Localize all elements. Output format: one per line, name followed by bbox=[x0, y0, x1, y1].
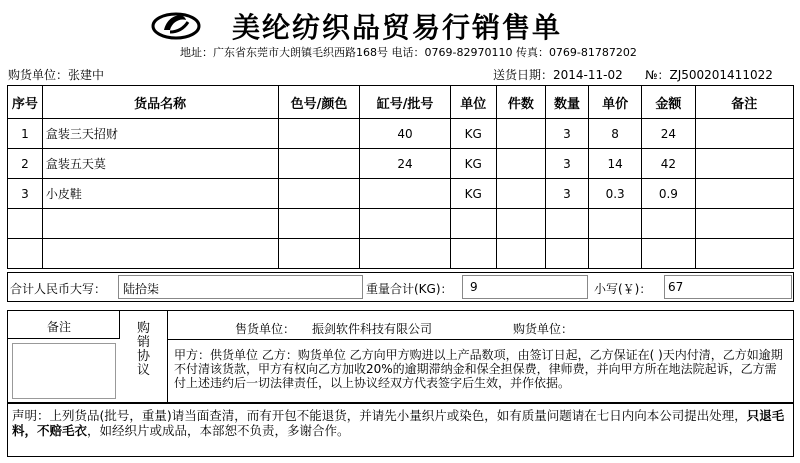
cell-remark[interactable] bbox=[695, 149, 793, 179]
table-row[interactable] bbox=[8, 119, 794, 149]
cell-name[interactable] bbox=[42, 209, 278, 239]
notice-bold: 只退毛料，不赔毛衣 bbox=[12, 408, 785, 438]
cell-price[interactable]: 8 bbox=[588, 119, 641, 149]
cell-unit[interactable] bbox=[450, 239, 496, 269]
remark-label: 备注 bbox=[47, 320, 72, 334]
header-qty: 数量 bbox=[545, 86, 588, 119]
cell-name[interactable] bbox=[42, 239, 278, 269]
cell-amount[interactable] bbox=[642, 209, 695, 239]
total-cn-label: 合计人民币大写： bbox=[10, 282, 107, 296]
cell-qty[interactable] bbox=[545, 239, 588, 269]
divider bbox=[168, 339, 794, 340]
cell-unit[interactable] bbox=[450, 209, 496, 239]
cell-no[interactable]: 2 bbox=[8, 149, 43, 179]
cell-batch[interactable] bbox=[360, 209, 450, 239]
cell-no[interactable]: 3 bbox=[8, 179, 43, 209]
cell-name[interactable]: 盒装三天招财 bbox=[42, 119, 278, 149]
table-header-row bbox=[8, 86, 794, 119]
cell-pieces[interactable] bbox=[496, 209, 545, 239]
notice-text bbox=[12, 408, 788, 438]
header-remark: 备注 bbox=[695, 86, 793, 119]
table-row[interactable] bbox=[8, 239, 794, 269]
small-amount-label: 小写(￥)： bbox=[594, 282, 652, 296]
cell-name[interactable]: 盒装五天莫 bbox=[42, 149, 278, 179]
header-pieces: 件数 bbox=[496, 86, 545, 119]
cell-remark[interactable] bbox=[695, 179, 793, 209]
delivery-date: 送货日期：2014-11-02 bbox=[493, 68, 623, 82]
weight-value: 9 bbox=[470, 280, 478, 294]
buyer-info: 购货单位：张建中 bbox=[8, 68, 105, 82]
small-amount-value: 67 bbox=[668, 280, 684, 294]
cell-amount[interactable]: 0.9 bbox=[642, 179, 695, 209]
agreement-vertical-label: 购销协议 bbox=[137, 321, 151, 378]
cell-batch[interactable] bbox=[360, 179, 450, 209]
agreement-text: 甲方：供货单位 乙方：购货单位 乙方向甲方购进以上产品数项，由签订日起，乙方保证在( )天内付清，乙方如逾期不付清该货款，甲方有权向乙方加收20%的逾期滞纳金和保全担保费，律师费，并向甲方所在地法院起诉，乙方需付上述违约后一切法律责任，以上协议经双方代表签字后生效，并作依据。 bbox=[174, 348, 783, 390]
cell-qty[interactable]: 3 bbox=[545, 149, 588, 179]
order-number: №：ZJ500201411022 bbox=[645, 68, 773, 82]
weight-field[interactable] bbox=[462, 275, 588, 299]
cell-unit[interactable]: KG bbox=[450, 149, 496, 179]
cell-color[interactable] bbox=[278, 179, 360, 209]
cell-remark[interactable] bbox=[695, 119, 793, 149]
header-no: 序号 bbox=[8, 86, 43, 119]
cell-pieces[interactable] bbox=[496, 239, 545, 269]
seller-value: 振剑软件科技有限公司 bbox=[312, 322, 433, 336]
header-color: 色号/颜色 bbox=[278, 86, 360, 119]
table-row[interactable] bbox=[8, 179, 794, 209]
notice-suffix: ，如经织片或成品，本部恕不负责，多谢合作。 bbox=[87, 423, 350, 438]
header-amount: 金额 bbox=[642, 86, 695, 119]
cell-price[interactable]: 14 bbox=[588, 149, 641, 179]
stamp-trace bbox=[670, 0, 790, 4]
cell-amount[interactable]: 24 bbox=[642, 119, 695, 149]
cell-no[interactable]: 1 bbox=[8, 119, 43, 149]
sales-table bbox=[7, 85, 794, 269]
cell-unit[interactable]: KG bbox=[450, 179, 496, 209]
cell-pieces[interactable] bbox=[496, 179, 545, 209]
cell-color[interactable] bbox=[278, 239, 360, 269]
cell-remark[interactable] bbox=[695, 209, 793, 239]
cell-amount[interactable]: 42 bbox=[642, 149, 695, 179]
cell-color[interactable] bbox=[278, 119, 360, 149]
cell-color[interactable] bbox=[278, 149, 360, 179]
cell-batch[interactable]: 24 bbox=[360, 149, 450, 179]
cell-qty[interactable]: 3 bbox=[545, 119, 588, 149]
cell-qty[interactable] bbox=[545, 209, 588, 239]
table-row[interactable] bbox=[8, 209, 794, 239]
cell-pieces[interactable] bbox=[496, 119, 545, 149]
cell-unit[interactable]: KG bbox=[450, 119, 496, 149]
total-cn-value: 陆拾柒 bbox=[123, 282, 160, 296]
company-logo-icon bbox=[150, 8, 202, 42]
address-line: 地址：广东省东莞市大朗镇毛织西路168号 电话：0769-82970110 传真：0769-81787202 bbox=[180, 46, 637, 59]
cell-color[interactable] bbox=[278, 209, 360, 239]
cell-price[interactable]: 0.3 bbox=[588, 179, 641, 209]
company-title: 美纶纺织品贸易行销售单 bbox=[232, 11, 563, 44]
weight-label: 重量合计(KG)： bbox=[366, 282, 453, 296]
seller-label: 售货单位： bbox=[235, 322, 296, 336]
buyer-sign-label: 购货单位： bbox=[513, 322, 574, 336]
cell-amount[interactable] bbox=[642, 239, 695, 269]
header-batch: 缸号/批号 bbox=[360, 86, 450, 119]
cell-batch[interactable] bbox=[360, 239, 450, 269]
header-unit: 单位 bbox=[450, 86, 496, 119]
cell-no[interactable] bbox=[8, 239, 43, 269]
header-price: 单价 bbox=[588, 86, 641, 119]
header-name: 货品名称 bbox=[42, 86, 278, 119]
notice-prefix: 声明：上列货品(批号，重量)请当面查清，而有开包不能退货，并请先小量织片或染色，如有质量问题请在七日内向本公司提出处理， bbox=[12, 408, 747, 423]
cell-no[interactable] bbox=[8, 209, 43, 239]
cell-pieces[interactable] bbox=[496, 149, 545, 179]
cell-remark[interactable] bbox=[695, 239, 793, 269]
cell-batch[interactable]: 40 bbox=[360, 119, 450, 149]
table-row[interactable] bbox=[8, 149, 794, 179]
cell-qty[interactable]: 3 bbox=[545, 179, 588, 209]
cell-name[interactable]: 小皮鞋 bbox=[42, 179, 278, 209]
cell-price[interactable] bbox=[588, 239, 641, 269]
cell-price[interactable] bbox=[588, 209, 641, 239]
remark-field[interactable] bbox=[12, 343, 116, 399]
